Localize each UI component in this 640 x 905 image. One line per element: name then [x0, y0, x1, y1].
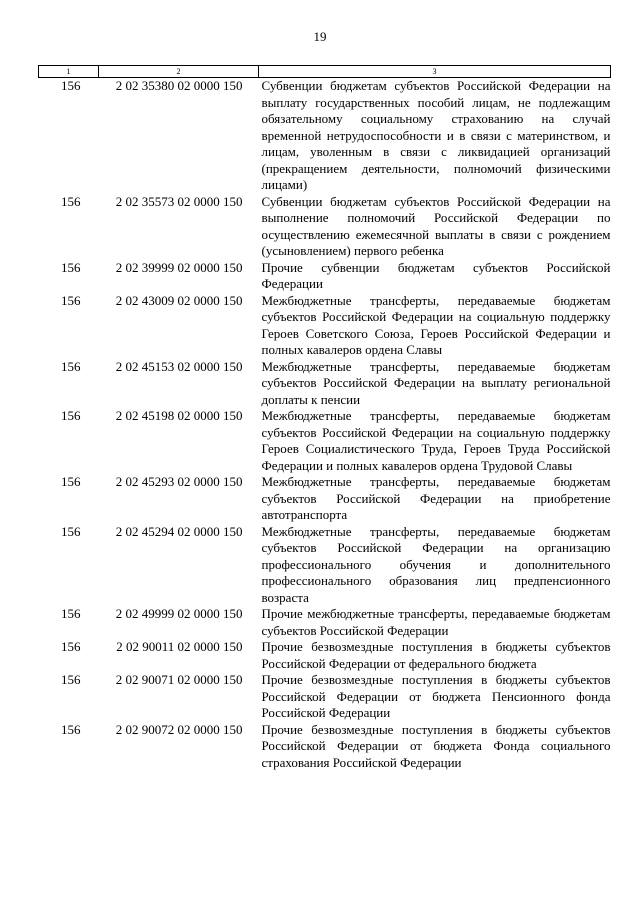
table-row: [39, 293, 611, 359]
budget-code-cell: 2 02 39999 02 0000 150: [115, 259, 243, 275]
budget-code-cell: 2 02 45294 02 0000 150: [115, 523, 243, 539]
admin-code-cell: 156: [61, 292, 81, 308]
admin-code-cell: 156: [61, 721, 81, 737]
revenue-name-cell: Прочие безвозмездные поступления в бюджеты субъектов Российской Федерации от федерального бюджета: [261, 639, 611, 671]
revenue-name-cell: Межбюджетные трансферты, передаваемые бюджетам субъектов Российской Федерации на социальную поддержку Героев Советского Союза, Героев Российской Федерации и полных кавалеров ордена Славы: [261, 292, 611, 357]
revenue-name-cell: Межбюджетные трансферты, передаваемые бюджетам субъектов Российской Федерации на приобретение автотранспорта: [261, 474, 611, 522]
table-row: [39, 722, 611, 772]
budget-code-cell: 2 02 90071 02 0000 150: [115, 672, 243, 687]
budget-code-cell: 2 02 43009 02 0000 150: [115, 292, 243, 308]
admin-code-cell: 156: [61, 259, 81, 275]
revenue-name-cell: Прочие межбюджетные трансферты, передаваемые бюджетам субъектов Российской Федерации: [261, 606, 611, 638]
revenue-name-cell: Межбюджетные трансферты, передаваемые бюджетам субъектов Российской Федерации на выплату региональной доплаты к пенсии: [261, 358, 611, 407]
table-row: [39, 524, 611, 607]
table-header: [39, 66, 611, 78]
revenue-name-cell: Прочие безвозмездные поступления в бюджеты субъектов Российской Федерации от бюджета Пенсионного фонда Российской Федерации: [261, 672, 611, 720]
header-row: [39, 66, 611, 78]
admin-code-cell: 156: [61, 193, 81, 209]
table-row: [39, 474, 611, 524]
admin-code-cell: 156: [61, 78, 81, 93]
budget-code-cell: 2 02 45153 02 0000 150: [115, 358, 243, 374]
table-row: [39, 194, 611, 260]
table-row: [39, 260, 611, 293]
admin-code-cell: 156: [61, 672, 81, 687]
table-row: [39, 606, 611, 639]
budget-code-cell: 2 02 35380 02 0000 150: [115, 78, 243, 93]
admin-code-cell: 156: [61, 523, 81, 539]
table-row: [39, 408, 611, 474]
column-header-1: 1: [39, 66, 99, 78]
table-row: [39, 78, 611, 194]
revenue-name-cell: Прочие субвенции бюджетам субъектов Российской Федерации: [261, 259, 611, 291]
budget-code-cell: 2 02 45293 02 0000 150: [115, 474, 243, 489]
budget-code-cell: 2 02 35573 02 0000 150: [115, 193, 243, 209]
table-row: [39, 672, 611, 722]
admin-code-cell: 156: [61, 358, 81, 374]
revenue-name-cell: Субвенции бюджетам субъектов Российской Федерации на выплату государственных пособий лицам, не подлежащим обязательному социальному страхованию на случай временной нетрудоспособности и в связи с материнством, и лицам, уволенным в связи с ликвидацией организаций (прекращением деятельности, полномочий физическими лицами): [261, 78, 611, 192]
table-body: [39, 78, 611, 772]
revenue-name-cell: Межбюджетные трансферты, передаваемые бюджетам субъектов Российской Федерации на организацию профессионального обучения и дополнительного профессионального образования лиц предпенсионного возраста: [261, 523, 611, 605]
budget-code-cell: 2 02 45198 02 0000 150: [115, 408, 243, 423]
admin-code-cell: 156: [61, 606, 81, 621]
revenue-name-cell: Субвенции бюджетам субъектов Российской Федерации на выполнение полномочий Российской Федерации по осуществлению ежемесячной выплаты в связи с рождением (усыновлением) первого ребенка: [261, 193, 611, 258]
page-number: 19: [313, 29, 327, 44]
revenue-codes-table: [38, 65, 611, 771]
revenue-name-cell: Прочие безвозмездные поступления в бюджеты субъектов Российской Федерации от бюджета Фонда социального страхования Российской Федерации: [261, 721, 611, 770]
table-row: [39, 639, 611, 672]
table-row: [39, 359, 611, 409]
budget-code-cell: 2 02 90011 02 0000 150: [116, 639, 243, 654]
revenue-name-cell: Межбюджетные трансферты, передаваемые бюджетам субъектов Российской Федерации на социальную поддержку Героев Социалистического Труда, Героев Труда Российской Федерации и полных кавалеров ордена Трудовой Славы: [261, 408, 611, 473]
admin-code-cell: 156: [61, 408, 81, 423]
budget-code-cell: 2 02 49999 02 0000 150: [115, 606, 243, 621]
column-header-3: 3: [259, 66, 611, 78]
admin-code-cell: 156: [61, 639, 81, 654]
budget-code-cell: 2 02 90072 02 0000 150: [115, 721, 243, 737]
admin-code-cell: 156: [61, 474, 81, 489]
column-header-2: 2: [99, 66, 259, 78]
